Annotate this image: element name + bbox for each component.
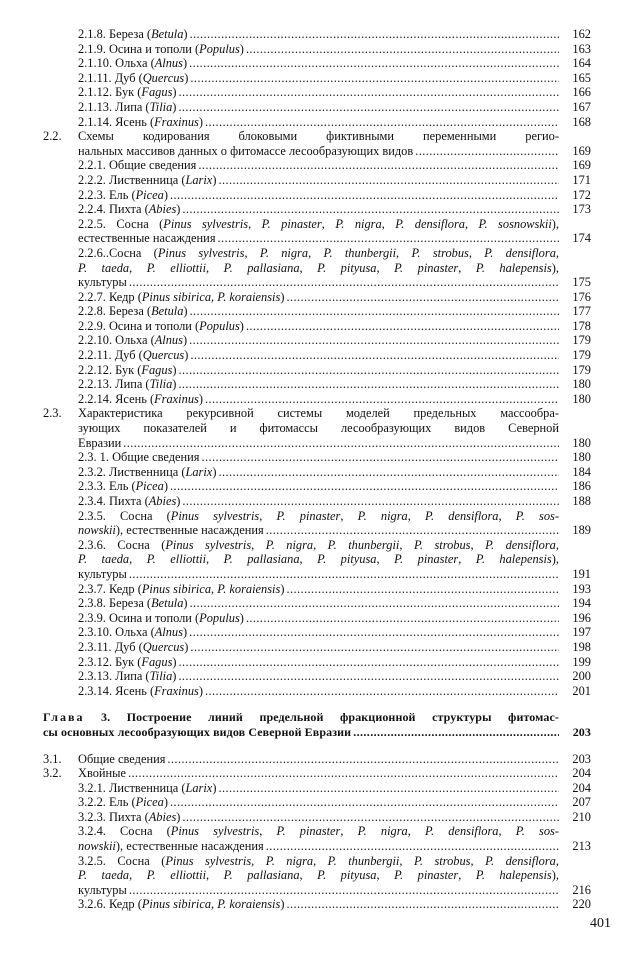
toc-entry [43,56,591,71]
toc-line [43,275,591,290]
chapter-entry [43,710,591,739]
entry-text: 2.1.8. Береза (Betula) ..... [78,27,559,42]
page-ref: 199 [572,654,591,669]
page-ref: 180 [572,377,591,392]
entry-text: Хвойные ..... [78,766,559,781]
toc-entry [43,202,591,217]
entry-text: 2.2.10. Ольха (Alnus) ..... [78,333,559,348]
page-ref: 210 [572,809,591,824]
page-ref: 198 [572,639,591,654]
entry-text: 2.3.14. Ясень (Fraxinus) ..... [78,684,559,699]
entry-text: культуры ..... [78,275,559,290]
entry-text: 2.3.9. Осина и тополи (Populus) ..... [78,611,559,626]
toc-entry [43,582,591,597]
toc-line [43,27,591,42]
toc-entry [43,115,591,130]
toc-entry [43,377,591,392]
toc-line [43,868,591,883]
toc-line [43,824,591,839]
toc-entry [43,669,591,684]
entry-text: 2.2.4. Пихта (Abies) ..... [78,202,559,217]
spacer [43,740,591,752]
toc-line [43,567,591,582]
page-ref: 172 [572,187,591,202]
page-ref: 188 [572,494,591,508]
page-ref: 220 [572,897,591,912]
chapter-title-line [43,725,591,740]
entry-text: 2.2.7. Кедр (Pinus sibirica, P. koraiensis) ..... [78,290,559,305]
page-ref: 201 [572,683,591,698]
page-ref: 204 [572,780,591,795]
toc-entry [43,494,591,509]
toc-line [43,596,591,611]
toc-entry [43,158,591,173]
entry-text: нальных массивов данных о фитомассе лесообразующих видов ..... [78,144,559,159]
page-ref: 179 [572,333,591,348]
page-ref: 194 [572,596,591,611]
page-ref: 175 [572,275,591,290]
entry-text: 2.3.11. Дуб (Quercus) ..... [78,640,559,655]
toc-line [43,465,591,480]
toc-entry [43,465,591,480]
entry-text: Характеристика рекурсивной системы моделей предельных массообра- [78,406,559,421]
toc-line [43,406,591,421]
toc-entry [43,596,591,611]
toc-entry [43,684,591,699]
page-ref: 216 [572,882,591,897]
toc-line [43,795,591,810]
toc-line [43,538,591,553]
page-ref: 203 [572,724,591,739]
section-number: 3.2. [43,766,62,781]
entry-text: 2.1.10. Ольха (Alnus) ..... [78,56,559,71]
toc-entry [43,450,591,465]
toc-line [43,202,591,217]
toc-line [43,752,591,767]
chapter-title-text: сы основных лесообразующих видов Северной Евразии ..... [43,725,559,740]
toc-line [43,479,591,494]
chapter-title-line [43,710,591,725]
entry-text: 2.2.2. Лиственница (Larix) ..... [78,173,559,188]
entry-text: 2.3.5. Сосна (Pinus sylvestris, P. pinaster, P. nigra, P. densiflora, P. sos- [78,508,559,523]
page-ref: 197 [572,625,591,640]
toc-line [43,42,591,57]
toc-entry [43,640,591,655]
entry-text: 2.2.12. Бук (Fagus) ..... [78,363,559,378]
toc-line [43,188,591,203]
toc-entry [43,509,591,538]
entry-text: P. taeda, P. elliottii, P. pallasiana, P. pityusa, P. pinaster, P. halepensis), [78,552,559,567]
entry-text: культуры ..... [78,567,559,582]
toc-entry [43,290,591,305]
entry-text: 3.2.4. Сосна (Pinus sylvestris, P. pinaster, P. nigra, P. densiflora, P. sos- [78,824,559,839]
toc-line [43,640,591,655]
toc-line [43,684,591,699]
toc-line [43,854,591,869]
entry-text: Схемы кодирования блоковыми фиктивными переменными регио- [78,129,559,144]
toc-entry [43,611,591,626]
entry-text: 3.2.6. Кедр (Pinus sibirica, P. koraiensis) ..... [78,897,559,912]
toc-line [43,217,591,232]
toc-entry [43,854,591,898]
toc-entry [43,538,591,582]
entry-text: Общие сведения ..... [78,752,559,767]
toc-entry [43,188,591,203]
entry-text: 2.2.1. Общие сведения ..... [78,158,559,173]
page-ref: 177 [572,304,591,319]
toc-line [43,582,591,597]
entry-text: 2.3. 1. Общие сведения ..... [78,450,559,465]
page-ref: 191 [572,566,591,581]
page-ref: 173 [572,202,591,217]
toc-entry [43,217,591,246]
entry-text: 2.3.10. Ольха (Alnus) ..... [78,625,559,640]
entry-text: естественные насаждения ..... [78,231,559,246]
toc-entry [43,100,591,115]
page-ref: 180 [572,450,591,465]
page-ref: 178 [572,318,591,333]
toc-entry [43,781,591,796]
toc-line [43,625,591,640]
entry-text: nowskii), естественные насаждения ..... [78,523,559,538]
page-ref: 200 [572,669,591,684]
toc-line [43,261,591,276]
page-ref: 204 [572,766,591,781]
page-ref: 169 [572,158,591,173]
page-ref: 184 [572,464,591,479]
entry-text: 3.2.2. Ель (Picea) ..... [78,795,559,810]
page-ref: 189 [572,523,591,538]
entry-text: 3.2.1. Лиственница (Larix) ..... [78,781,559,796]
entry-text: 3.2.5. Сосна (Pinus sylvestris, P. nigra, P. thunbergii, P. strobus, P. densiflora, [78,853,559,868]
page-ref: 165 [572,70,591,85]
entry-text: зующих показателей и фитомассы лесообразующих видов Северной [78,421,559,436]
spacer [43,698,591,710]
entry-text: Евразии ..... [78,436,559,451]
toc-entry [43,304,591,319]
page-ref: 176 [572,289,591,304]
entry-text: 2.1.11. Дуб (Quercus) ..... [78,71,559,86]
entry-text: 2.3.2. Лиственница (Larix) ..... [78,465,559,480]
toc-line [43,71,591,86]
page-ref: 166 [572,85,591,100]
toc-line [43,523,591,538]
entry-text: 2.3.7. Кедр (Pinus sibirica, P. koraiensis) ..... [78,582,559,597]
page-ref: 179 [572,362,591,377]
toc-line [43,421,591,436]
toc-entry [43,752,591,767]
entry-text: 2.3.12. Бук (Fagus) ..... [78,655,559,670]
toc-line [43,450,591,465]
entry-text: P. taeda, P. elliottii, P. pallasiana, P. pityusa, P. pinaster, P. halepensis), [78,868,559,883]
toc-line [43,377,591,392]
page-ref: 180 [572,435,591,450]
toc-line [43,348,591,363]
toc-entry [43,655,591,670]
entry-text: 2.2.3. Ель (Picea) ..... [78,188,559,203]
entry-text: 2.2.9. Осина и тополи (Populus) ..... [78,319,559,334]
entry-text: 2.2.5. Сосна (Pinus sylvestris, P. pinaster, P. nigra, P. densiflora, P. sosnowskii), [78,216,559,231]
entry-text: 2.2.8. Береза (Betula) ..... [78,304,559,319]
toc-entry [43,810,591,825]
toc-entry [43,897,591,912]
entry-text: 2.2.13. Липа (Tilia) ..... [78,377,559,392]
chapter-label: Глава [43,710,85,725]
entry-text: 2.3.13. Липа (Tilia) ..... [78,669,559,684]
page-ref: 162 [572,27,591,41]
page-ref: 174 [572,231,591,246]
toc-line [43,144,591,159]
toc-line [43,494,591,509]
entry-text: 2.1.14. Ясень (Fraxinus) ..... [78,115,559,130]
toc-line [43,129,591,144]
entry-text: P. taeda, P. elliottii, P. pallasiana, P. pityusa, P. pinaster, P. halepensis), [78,260,559,275]
toc-line [43,304,591,319]
section-number: 2.3. [43,406,62,421]
toc-line [43,897,591,912]
toc-line [43,56,591,71]
toc-line [43,85,591,100]
page-ref: 163 [572,41,591,56]
toc-entry [43,479,591,494]
toc-entry [43,363,591,378]
toc-line [43,100,591,115]
page-ref: 167 [572,99,591,114]
section-number: 3.1. [43,751,62,766]
table-of-contents [43,27,591,912]
toc-entry [43,795,591,810]
entry-text: культуры ..... [78,883,559,898]
page-number: 401 [590,916,611,931]
toc-entry [43,173,591,188]
toc-entry [43,392,591,407]
toc-entry [43,129,591,158]
entry-text: nowskii), естественные насаждения ..... [78,839,559,854]
page-ref: 193 [572,581,591,596]
page-ref: 171 [572,172,591,187]
toc-entry [43,824,591,853]
toc-entry [43,319,591,334]
entry-text: 3.2.3. Пихта (Abies) ..... [78,810,559,825]
entry-text: 2.2.6..Сосна (Pinus sylvestris, P. nigra, P. thunbergii, P. strobus, P. densiflora, [78,245,559,260]
toc-entry [43,27,591,42]
toc-line [43,810,591,825]
toc-entry [43,246,591,290]
toc-line [43,883,591,898]
toc-line [43,655,591,670]
toc-entry [43,348,591,363]
toc-entry [43,766,591,781]
toc-entry [43,85,591,100]
page-ref: 196 [572,610,591,625]
page-ref: 164 [572,56,591,71]
toc-line [43,333,591,348]
chapter-title-text: Глава 3. Построение линий предельной фракционной структуры фитомас- [43,710,559,725]
toc-entry [43,333,591,348]
page-ref: 207 [572,795,591,810]
toc-line [43,766,591,781]
toc-line [43,781,591,796]
toc-line [43,839,591,854]
page-ref: 186 [572,479,591,494]
toc-entry [43,71,591,86]
page-ref: 168 [572,114,591,129]
entry-text: 2.1.13. Липа (Tilia) ..... [78,100,559,115]
toc-line [43,363,591,378]
toc-entry [43,406,591,450]
toc-line [43,246,591,261]
toc-line [43,392,591,407]
entry-text: 2.3.8. Береза (Betula) ..... [78,596,559,611]
toc-entry [43,625,591,640]
page-ref: 169 [572,143,591,158]
entry-text: 2.3.6. Сосна (Pinus sylvestris, P. nigra, P. thunbergii, P. strobus, P. densiflora, [78,537,559,552]
toc-line [43,158,591,173]
toc-line [43,115,591,130]
section-number: 2.2. [43,129,62,144]
page-ref: 213 [572,839,591,854]
entry-text: 2.3.4. Пихта (Abies) ..... [78,494,559,509]
toc-line [43,436,591,451]
entry-text: 2.1.9. Осина и тополи (Populus) ..... [78,42,559,57]
toc-line [43,669,591,684]
entry-text: 2.2.14. Ясень (Fraxinus) ..... [78,392,559,407]
toc-line [43,231,591,246]
toc-line [43,173,591,188]
toc-line [43,552,591,567]
toc-line [43,319,591,334]
page-ref: 180 [572,391,591,406]
page-ref: 179 [572,348,591,363]
entry-text: 2.3.3. Ель (Picea) ..... [78,479,559,494]
toc-entry [43,42,591,57]
entry-text: 2.1.12. Бук (Fagus) ..... [78,85,559,100]
toc-line [43,611,591,626]
toc-line [43,509,591,524]
entry-text: 2.2.11. Дуб (Quercus) ..... [78,348,559,363]
toc-line [43,290,591,305]
page-ref: 203 [572,751,591,766]
